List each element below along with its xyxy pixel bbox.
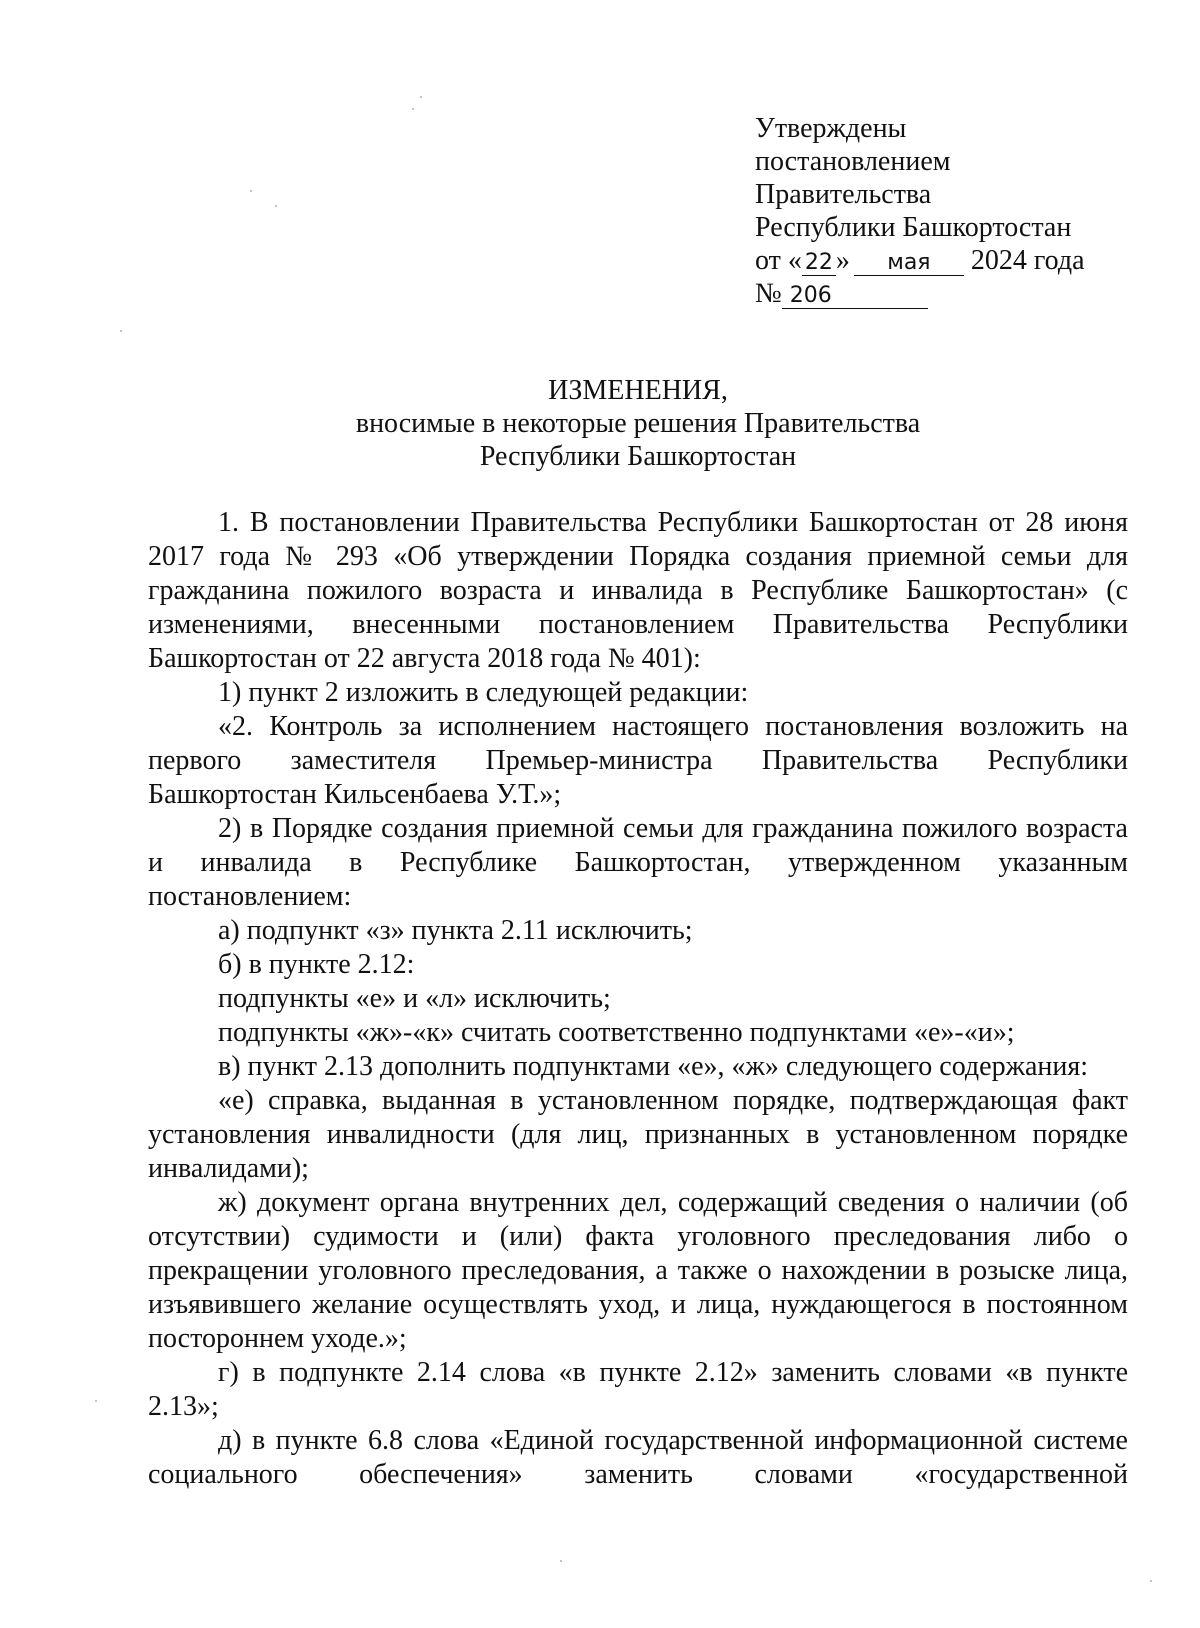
date-prefix: от «	[755, 245, 802, 276]
approval-number-line	[755, 277, 1155, 310]
number-prefix: №	[755, 278, 782, 309]
paragraph: подпункты «е» и «л» исключить;	[218, 983, 611, 1014]
title-subtitle: вносимые в некоторые решения Правительства	[355, 408, 921, 439]
paragraph: 1. В постановлении Правительства Республики Башкортостан от 28 июня 2017 года № 293 «Об утверждении Порядка создания приемной семьи для гражданина пожилого возраста и инвалида в Республике Башкортостан» (с изменениями, внесенными постановлением Правительства Республики Башкортостан от 22 августа 2018 года № 401):	[148, 507, 1128, 674]
paragraph: в) пункт 2.13 дополнить подпунктами «е», «ж» следующего содержания:	[218, 1051, 1088, 1082]
scan-speck	[412, 108, 414, 110]
paragraph: подпункты «ж»-«к» считать соответственно подпунктами «е»-«и»;	[218, 1017, 1015, 1048]
paragraph: «2. Контроль за исполнением настоящего постановления возложить на первого заместителя Премьер-министра Правительства Республики Башкортостан Кильсенбаева У.Т.»;	[148, 711, 1128, 810]
scan-speck	[560, 1560, 562, 1562]
date-year: 2024 года	[970, 245, 1085, 276]
paragraph: 2) в Порядке создания приемной семьи для гражданина пожилого возраста и инвалида в Республике Башкортостан, утвержденном указанным постановлением:	[148, 813, 1128, 912]
date-month: мая	[854, 251, 964, 276]
scan-speck	[250, 190, 252, 192]
document-body	[148, 506, 1128, 1492]
date-day: 22	[802, 251, 836, 276]
scan-speck	[120, 330, 122, 332]
paragraph: б) в пункте 2.12:	[218, 949, 415, 980]
approval-block	[755, 112, 1155, 310]
document-title	[148, 374, 1128, 473]
scan-speck	[420, 96, 422, 98]
paragraph: 1) пункт 2 изложить в следующей редакции:	[218, 677, 749, 708]
scan-speck	[275, 205, 277, 207]
date-mid: »	[835, 245, 850, 276]
paragraph: ж) документ органа внутренних дел, содержащий сведения о наличии (об отсутствии) судимости и (или) факта уголовного преследования либо о прекращении уголовного преследования, а также о нахождении в розыске лица, изъявившего желание осуществлять уход, и лица, нуждающегося в постоянном постороннем уходе.»;	[148, 1187, 1128, 1354]
paragraph: г) в подпункте 2.14 слова «в пункте 2.12» заменить словами «в пункте 2.13»;	[148, 1357, 1128, 1422]
approval-date-line	[755, 244, 1155, 277]
title-subtitle: Республики Башкортостан	[479, 441, 797, 472]
paragraph: д) в пункте 6.8 слова «Единой государственной информационной системе социального обеспечения» заменить словами «государственной	[148, 1425, 1128, 1490]
approval-line: Республики Башкортостан	[755, 212, 1072, 243]
approval-line: постановлением	[755, 146, 951, 177]
approval-line: Утверждены	[755, 113, 907, 144]
scan-speck	[95, 1400, 97, 1402]
approval-line: Правительства	[755, 179, 932, 210]
title-heading: ИЗМЕНЕНИЯ,	[548, 375, 728, 406]
paragraph: «е) справка, выданная в установленном порядке, подтверждающая факт установления инвалидности (для лиц, признанных в установленном порядке инвалидами);	[148, 1085, 1128, 1184]
scan-speck	[1150, 1580, 1152, 1582]
document-number: 206	[782, 284, 928, 309]
paragraph: а) подпункт «з» пункта 2.11 исключить;	[218, 915, 693, 946]
